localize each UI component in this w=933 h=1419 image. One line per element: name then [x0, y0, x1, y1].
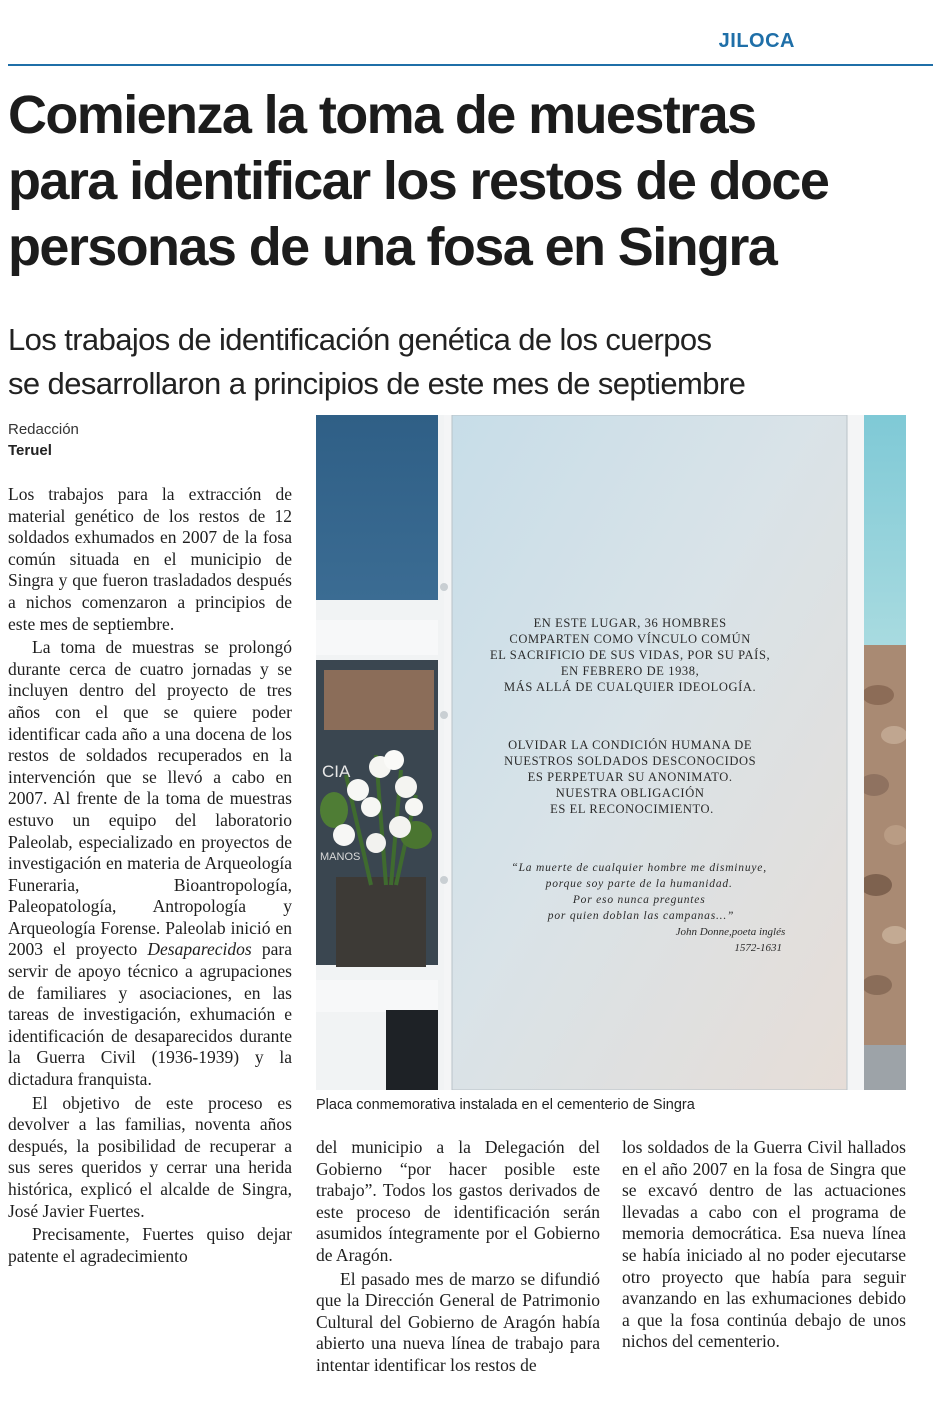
plaque-line: ES EL RECONOCIMIENTO.: [550, 802, 714, 816]
stone-wall: [859, 645, 906, 1090]
article-text: para servir de apoyo técnico a agrupaciones de familiares y asociaciones, en las tareas de investigación, exhumación e identificación de desaparecidos durante la Guerra Civil (1936-1939) y la dictadura franquista.: [8, 939, 292, 1090]
headline: [8, 82, 928, 280]
article-paragraph: El objetivo de este proceso es devolver a las familias, noventa años después, la posibilidad de recuperar a sus seres queridos y cerrar una herida histórica, explicó el alcalde de Singra, José Javier Fuertes.: [8, 1092, 292, 1221]
plaque-quote-line: Por eso nunca preguntes: [572, 894, 706, 906]
plaque-line: EL SACRIFICIO DE SUS VIDAS, POR SU PAÍS,: [490, 648, 771, 662]
niche-wall: [316, 415, 444, 1090]
article-column-3: [622, 1137, 906, 1353]
article-paragraph: Precisamente, Fuertes quiso dejar patente el agradecimiento: [8, 1224, 292, 1266]
plaque-line: EN FEBRERO DE 1938,: [560, 664, 700, 678]
byline-author: Redacción: [8, 421, 79, 438]
plaque-quote-line: “La muerte de cualquier hombre me disminuye,: [511, 862, 767, 874]
memorial-photo: [316, 415, 906, 1090]
niche-inscription: CIA: [322, 762, 351, 781]
plaque-line: OLVIDAR LA CONDICIÓN HUMANA DE: [508, 738, 753, 752]
plaque-line: ES PERPETUAR SU ANONIMATO.: [527, 770, 733, 784]
background-sky: [864, 415, 906, 650]
article-paragraph: [8, 637, 292, 1090]
plaque-quote-dates: 1572-1631: [734, 942, 782, 954]
article-text: La toma de muestras se prolongó durante cerca de cuatro jornadas y se incluyen dentro del proyecto de tres años con el que se quiere poder identificar cada año a una docena de los restos de soldados recuperados en la intervención que se llevó a cabo en 2007. Al frente de la toma de muestras estuvo un equipo del laboratorio Paleolab, especializado en proyectos de investigación en materia de Arqueología Funeraria, Bioantropología, Paleopatología, Antropología y Arqueología Forense. Paleolab inició en 2003 el proyecto: [8, 637, 292, 960]
article-column-2: [316, 1137, 600, 1377]
subheadline-line: Los trabajos de identificación genética de los cuerpos: [8, 322, 712, 357]
byline-place: Teruel: [8, 442, 52, 459]
plaque-quote-line: por quien doblan las campanas...”: [547, 910, 735, 922]
plaque-quote-author: John Donne,poeta inglés: [675, 926, 786, 938]
subheadline: [8, 318, 928, 406]
section-label: JILOCA: [718, 30, 795, 52]
plaque-line: NUESTRA OBLIGACIÓN: [555, 786, 705, 800]
plaque-quote-line: porque soy parte de la humanidad.: [545, 878, 733, 890]
article-paragraph: Los trabajos para la extracción de material genético de los restos de 12 soldados exhumados en 2007 de la fosa común situada en el municipio de Singra y que fueron trasladados después a nichos comenzaron a principios de este mes de septiembre.: [8, 484, 292, 634]
headline-line: personas de una fosa en Singra: [8, 217, 777, 277]
section-rule: [8, 64, 933, 66]
headline-line: para identificar los restos de doce: [8, 151, 829, 211]
article-paragraph: los soldados de la Guerra Civil hallados en el año 2007 en la fosa de Singra que se excavó dentro de las actuaciones llevadas a cabo con el programa de memoria democrática. Esa nueva línea se había iniciado al no poder ejecutarse otro proyecto que había para seguir avanzando en las exhumaciones debido a que la fosa continúa debajo de unos nichos del cementerio.: [622, 1137, 906, 1352]
niche-inscription: MANOS: [320, 851, 361, 863]
headline-line: Comienza la toma de muestras: [8, 85, 756, 145]
plaque-line: EN ESTE LUGAR, 36 HOMBRES: [533, 616, 727, 630]
photo-caption: Placa conmemorativa instalada en el cementerio de Singra: [316, 1097, 695, 1113]
project-name: Desaparecidos: [147, 939, 252, 960]
article-paragraph: El pasado mes de marzo se difundió que la Dirección General de Patrimonio Cultural del Gobierno de Aragón había abierto una nueva línea de trabajo para intentar identificar los restos de: [316, 1268, 600, 1375]
article-column-1: [8, 484, 292, 1267]
plaque-line: COMPARTEN COMO VÍNCULO COMÚN: [509, 632, 751, 646]
plaque-line: MÁS ALLÁ DE CUALQUIER IDEOLOGÍA.: [504, 680, 757, 694]
subheadline-line: se desarrollaron a principios de este mes de septiembre: [8, 366, 746, 401]
memorial-plaque: [440, 415, 864, 1090]
article-paragraph: del municipio a la Delegación del Gobierno “por hacer posible este trabajo”. Todos los gastos derivados de este proceso de identificación serán asumidos íntegramente por el Gobierno de Aragón.: [316, 1137, 600, 1265]
plaque-line: NUESTROS SOLDADOS DESCONOCIDOS: [504, 754, 757, 768]
